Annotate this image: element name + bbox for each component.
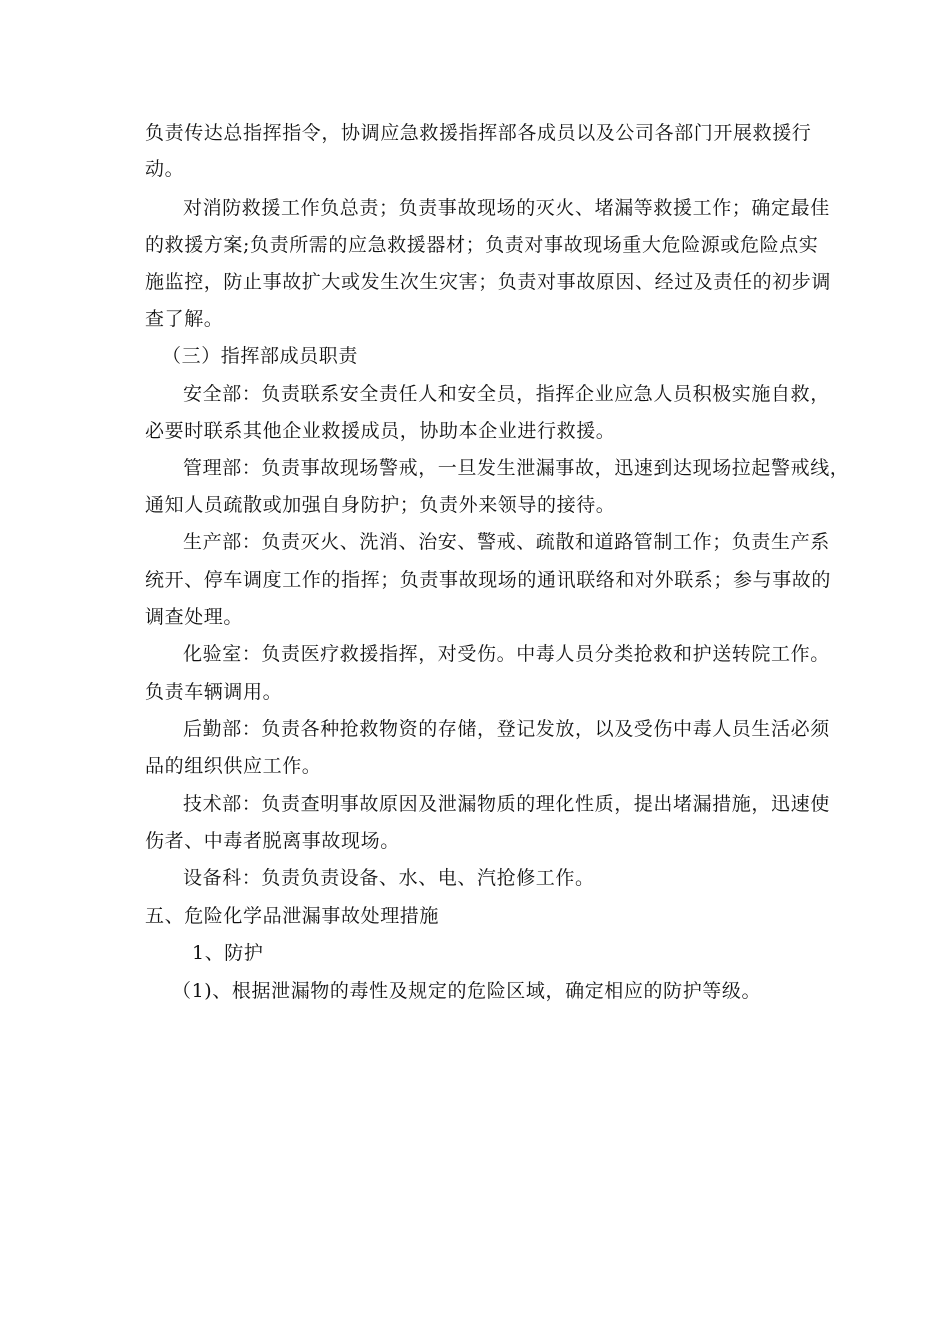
section-heading: 五、危险化学品泄漏事故处理措施 [145,905,440,927]
paragraph-line: 施监控，防止事故扩大或发生次生灾害；负责对事故原因、经过及责任的初步调 [145,271,832,293]
paragraph-line: 动。 [145,158,185,180]
paragraph-line: 伤者、中毒者脱离事故现场。 [145,830,400,852]
paragraph-line: （1)、根据泄漏物的毒性及规定的危险区域，确定相应的防护等级。 [172,980,762,1002]
paragraph-line: 调查处理。 [145,606,244,628]
paragraph-line: 安全部：负责联系安全责任人和安全员，指挥企业应急人员积极实施自救， [183,383,830,405]
paragraph-line: 生产部：负责灭火、洗消、治安、警戒、疏散和道路管制工作；负责生产系 [183,531,830,553]
paragraph-line: 负责传达总指挥指令，协调应急救援指挥部各成员以及公司各部门开展救援行 [145,122,812,144]
paragraph-line: 管理部：负责事故现场警戒，一旦发生泄漏事故，迅速到达现场拉起警戒线， [183,457,850,479]
paragraph-line: 必要时联系其他企业救援成员，协助本企业进行救援。 [145,420,616,442]
paragraph-line: 后勤部：负责各种抢救物资的存储，登记发放，以及受伤中毒人员生活必须 [183,718,830,740]
paragraph-line: 对消防救援工作负总责；负责事故现场的灭火、堵漏等救援工作；确定最佳 [183,197,830,219]
paragraph-line: 化验室：负责医疗救援指挥，对受伤。中毒人员分类抢救和护送转院工作。 [183,643,830,665]
paragraph-line: 的救援方案;负责所需的应急救援器材；负责对事故现场重大危险源或危险点实 [145,234,819,256]
paragraph-line: 技术部：负责查明事故原因及泄漏物质的理化性质，提出堵漏措施，迅速使 [183,793,830,815]
paragraph-line: 查了解。 [145,308,224,330]
item-heading: 1、防护 [192,942,264,964]
section-heading: （三）指挥部成员职责 [162,345,359,367]
paragraph-line: 通知人员疏散或加强自身防护；负责外来领导的接待。 [145,494,616,516]
paragraph-line: 统开、停车调度工作的指挥；负责事故现场的通讯联络和对外联系；参与事故的 [145,569,832,591]
paragraph-line: 品的组织供应工作。 [145,755,322,777]
paragraph-line: 负责车辆调用。 [145,681,283,703]
paragraph-line: 设备科：负责负责设备、水、电、汽抢修工作。 [183,867,595,889]
